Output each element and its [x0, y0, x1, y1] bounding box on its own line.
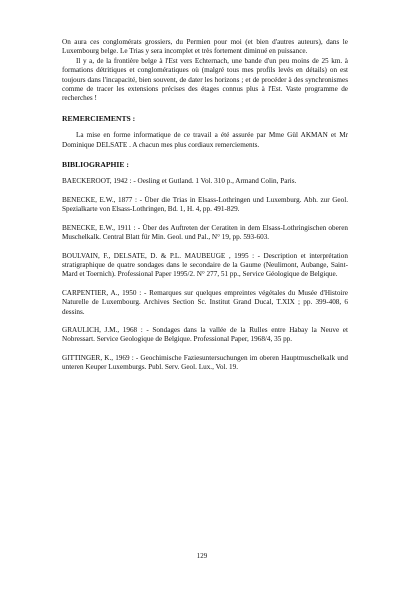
intro-paragraph-2: Il y a, de la frontière belge à l'Est vers Echternach, une bande d'un peu moins de 25 km. à formations détritiques et conglomératiques où (malgré tous mes profils levés en détails) on est toujours dans l'incapacité, bien souvent, de dater les horizons ; et de procéder à des synchronismes comme de tracer les extensions précises des étages connus plus à l'Est. Vaste programme de recherches ! [62, 56, 348, 103]
bibliographie-heading: BIBLIOGRAPHIE : [62, 160, 129, 170]
page-number: 129 [196, 552, 208, 560]
reference-item: BAECKEROOT, 1942 : - Oesling et Gutland. 1 Vol. 310 p., Armand Colin, Paris. [62, 177, 297, 186]
reference-item: CARPENTIER, A., 1950 : - Remarques sur quelques empreintes végétales du Musée d'Histoire Naturelle de Luxembourg. Archives Section Sc. Institut Grand Ducal, T.XIX ; pp. 399-408, 6 dessins. [62, 288, 348, 316]
remerciements-text: La mise en forme informatique de ce travail a été assurée par Mme Gül AKMAN et Mr Dominique DELSATE . A chacun mes plus cordiaux remerciements. [62, 131, 348, 149]
reference-item: GITTINGER, K., 1969 : - Geochimische Faziesuntersuchungen im oberen Hauptmuschelkalk und unteren Keuper Luxemburgs. Publ. Serv. Geol. Lux., Vol. 19. [62, 353, 348, 372]
remerciements-heading: REMERCIEMENTS : [62, 113, 136, 123]
reference-item: BENECKE, E.W., 1911 : - Über des Auftreten der Ceratiten in dem Elsass-Lothringischen oberen Muschelkalk. Central Blatt für Min. Geol. und Pal., N° 19, pp. 593-603. [62, 223, 348, 242]
page-body [62, 38, 348, 382]
reference-item: GRAULICH, J.M., 1968 : - Sondages dans la vallée de la Rulles entre Habay la Neuve et Nobressart. Service Geologique de Belgique. Professional Paper, 1968/4, 35 pp. [62, 325, 348, 344]
reference-item: BENECKE, E.W., 1877 : - Über die Trias in Elsass-Lothringen und Luxemburg. Abh. zur Geol. Spezialkarte von Elsass-Lothringen, Bd. 1, H. 4, pp. 491-829. [62, 195, 348, 214]
reference-item: BOULVAIN, F., DELSATE, D. & P.L. MAUBEUGE , 1995 : - Description et interprétation stratigraphique de quatre sondages dans le secondaire de la Gaume (Neulimont, Aubange, Saint-Mard et Toernich). Professional Paper 1995/2. N° 277, 51 pp., Service Géologique de Belgique. [62, 251, 348, 279]
intro-paragraph-1: On aura ces conglomérats grossiers, du Permien pour moi (et bien d'autres auteurs), dans le Luxembourg belge. Le Trias y sera incomplet et très fortement diminué en puissance. [62, 38, 348, 56]
reference-list [62, 177, 348, 372]
